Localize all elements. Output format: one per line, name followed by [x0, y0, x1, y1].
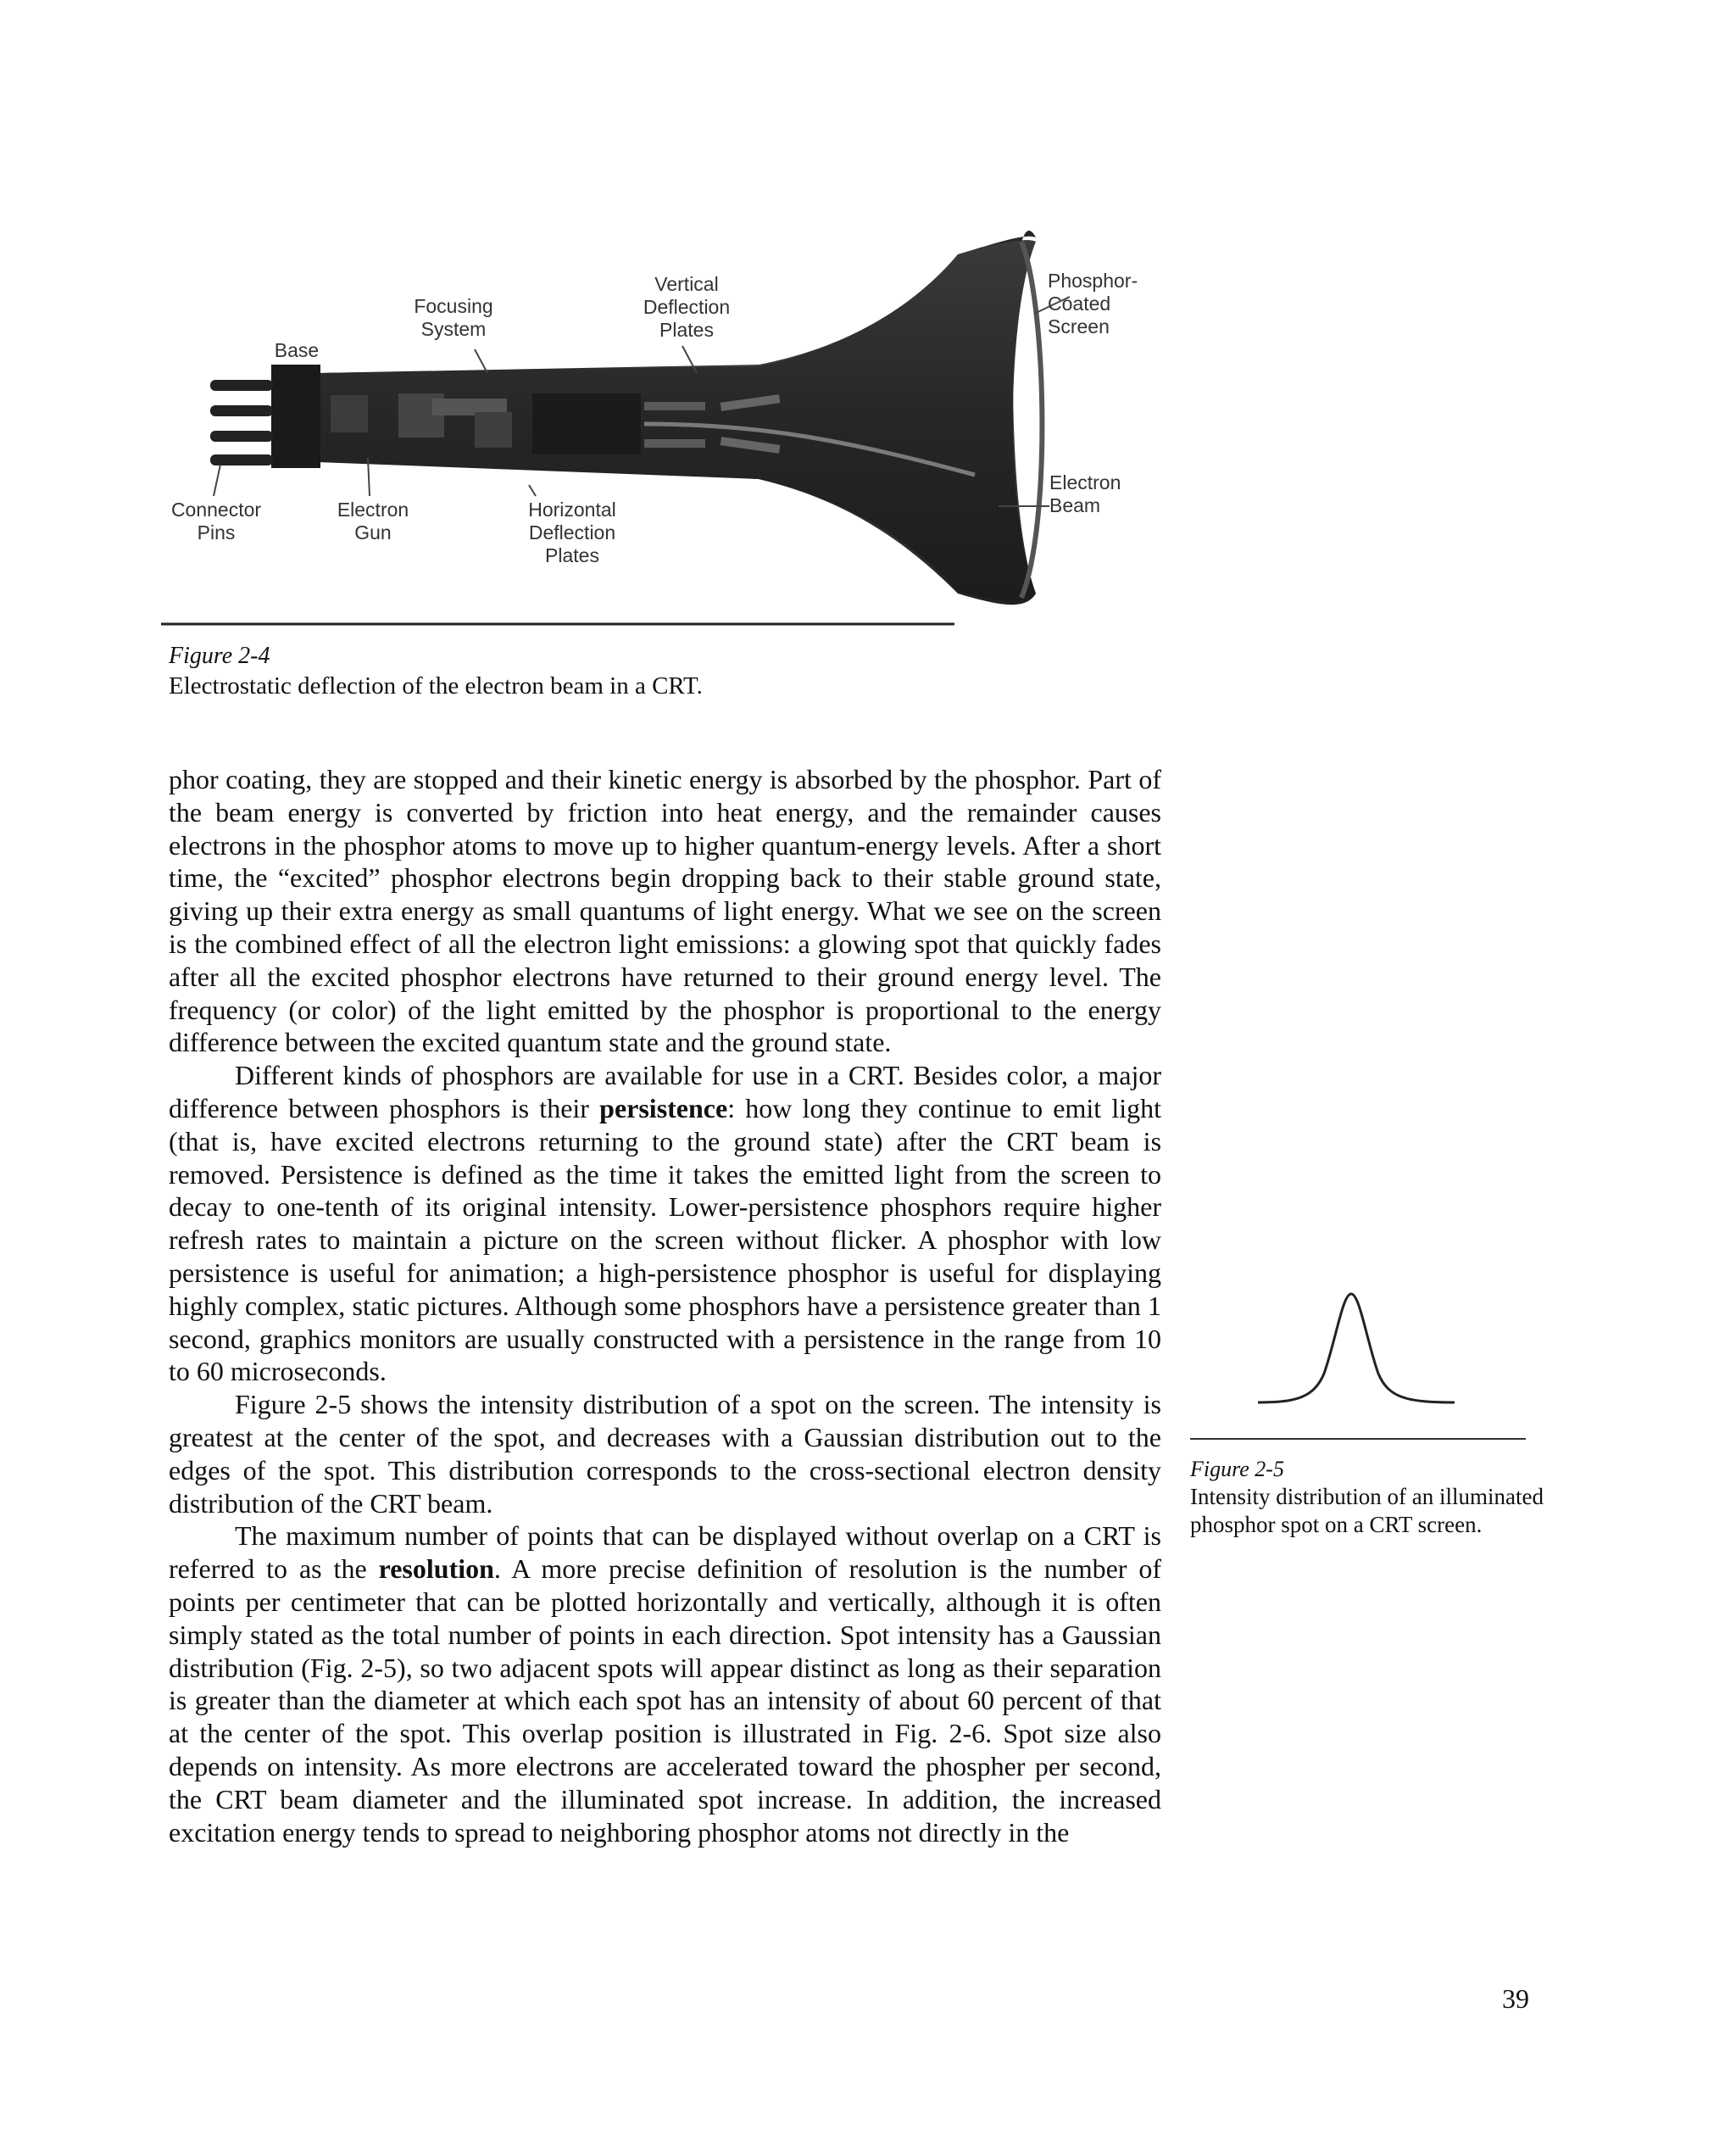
figure-2-4-caption-text: Electrostatic deflection of the electron beam in a CRT. [169, 672, 703, 700]
label-vertical-deflection-plates: Vertical Deflection Plates [643, 273, 731, 341]
connector-pin [210, 380, 273, 391]
crt-tube-illustration [0, 0, 1736, 644]
label-connector-pins: Connector Pins [170, 499, 262, 544]
figure-2-5-caption [1190, 1455, 1546, 1539]
connector-pin [210, 405, 273, 416]
crt-figure [0, 0, 1736, 644]
label-horizontal-deflection-plates: Horizontal Deflection Plates [528, 499, 616, 566]
figure-2-5-gaussian-curve [1255, 1280, 1458, 1433]
term-resolution: resolution [378, 1553, 494, 1585]
crt-base [271, 365, 320, 468]
label-focusing-system: Focusing System [414, 295, 493, 340]
body-text [169, 763, 1161, 1848]
paragraph-2: Different kinds of phosphors are available for use in a CRT. Besides color, a major difference between phosphors is their persistence: how long they continue to emit light (that is, have excited electrons returning to the ground state) after the CRT beam is removed. Persistence is defined as the time it takes the emitted light from the screen to decay to one-tenth of its original intensity. Lower-persistence phosphors require higher refresh rates to maintain a picture on the screen without flicker. A phosphor with low persistence is useful for animation; a high-persistence phosphor is useful for displaying highly complex, static pictures. Although some phosphors have a persistence greater than 1 second, graphics monitors are usually constructed with a persistence in the range from 10 to 60 microseconds. [169, 1060, 1162, 1387]
gaussian-intensity-curve [1258, 1294, 1455, 1402]
vertical-deflection-plate [644, 439, 705, 448]
paragraph-3: Figure 2-5 shows the intensity distribution of a spot on the screen. The intensity is greatest at the center of the spot, and decreases with a Gaussian distribution out to the edges of the spot. This distribution corresponds to the cross-sectional electron density distribution of the CRT beam. [169, 1389, 1161, 1519]
label-electron-beam: Electron Beam [1049, 471, 1121, 516]
paragraph-4: The maximum number of points that can be displayed without overlap on a CRT is referred to as the resolution. A more precise definition of resolution is the number of points per centimeter that can be plotted horizontally and vertically, although it is often simply stated as the total number of points in each direction. Spot intensity has a Gaussian distribution (Fig. 2-5), so two adjacent spots will appear distinct as long as their separation is greater than the diameter at which each spot has an intensity of about 60 percent of that at the center of the spot. This overlap position is illustrated in Fig. 2-6. Spot size also depends on intensity. As more electrons are accelerated toward the phospher per second, the CRT beam diameter and the illuminated spot increase. In addition, the increased excitation energy tends to spread to neighboring phosphor atoms not directly in the [169, 1520, 1162, 1848]
vertical-deflection-plate [644, 402, 705, 410]
label-base: Base [274, 339, 320, 361]
figure-2-5-rule [1190, 1438, 1526, 1440]
figure-2-5-caption-text: Intensity distribution of an illuminated phosphor spot on a CRT screen. [1190, 1484, 1544, 1537]
connector-pin [210, 454, 273, 465]
paragraph-1: phor coating, they are stopped and their kinetic energy is absorbed by the phosphor. Part of the beam energy is converted by friction into heat energy, and the remainder causes electrons in the phosphor atoms to move up to higher quantum-energy levels. After a short time, the “excited” phosphor electrons begin dropping back to their stable ground state, giving up their extra energy as small quantums of light energy. What we see on the screen is the combined effect of all the electron light emissions: a glowing spot that quickly fades after all the excited phosphor electrons have returned to their ground energy level. The frequency (or color) of the light emitted by the phosphor is proportional to the energy difference between the excited quantum state and the ground state. [169, 764, 1161, 1058]
page-number: 39 [1502, 1983, 1529, 2014]
connector-pin [210, 431, 273, 442]
figure-2-4-caption-number: Figure 2-4 [169, 643, 270, 669]
label-phosphor-coated-screen: Phosphor- Coated Screen [1048, 270, 1138, 337]
term-persistence: persistence [599, 1092, 728, 1123]
label-electron-gun: Electron Gun [337, 499, 409, 544]
figure-2-5-caption-number: Figure 2-5 [1190, 1457, 1284, 1481]
